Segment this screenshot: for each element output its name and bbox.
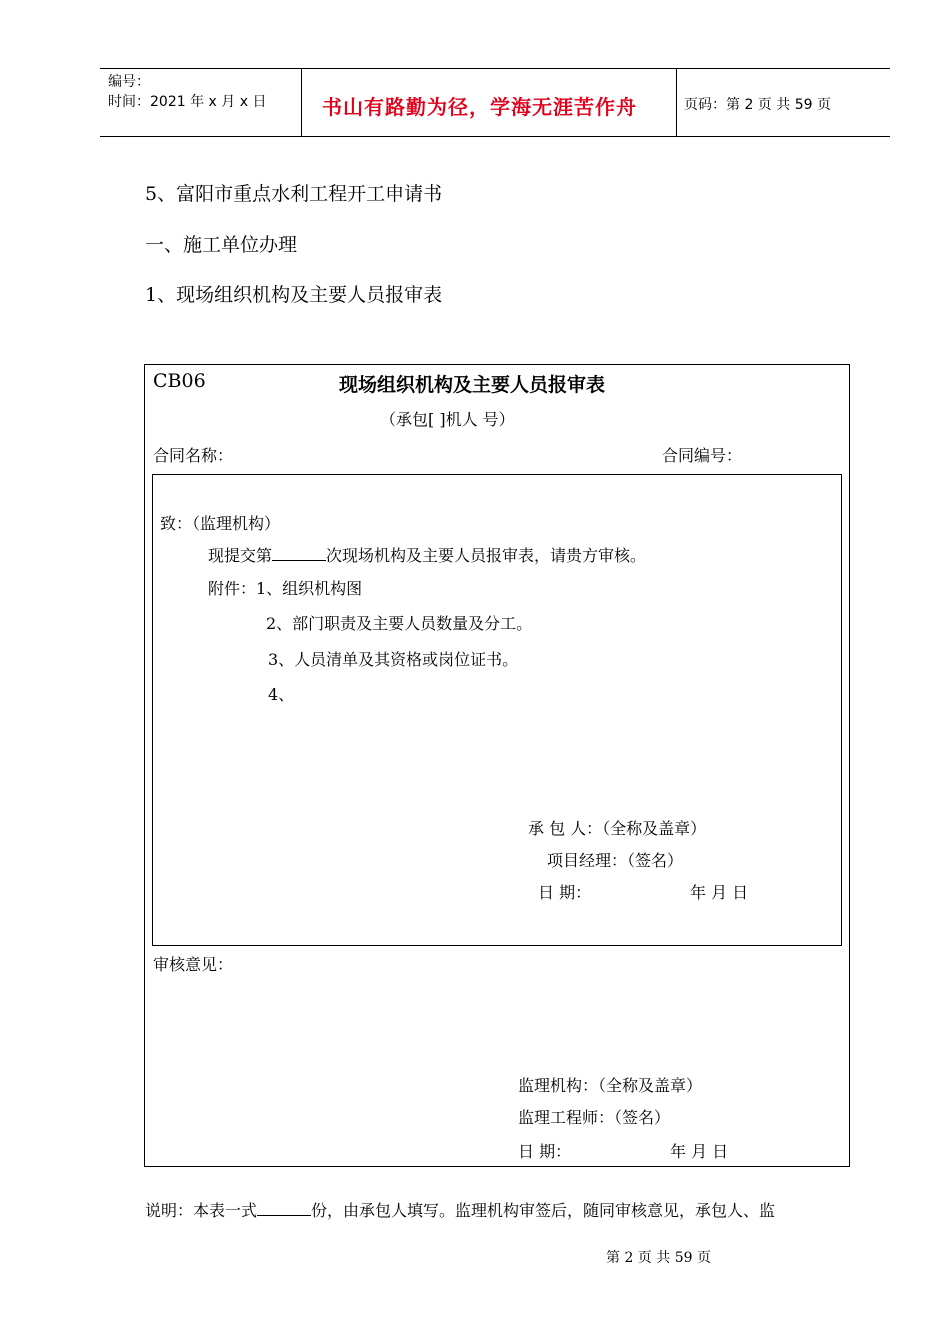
- header-divider-right: [676, 68, 677, 136]
- note-post: 份，由承包人填写。监理机构审签后，随同审核意见，承包人、监: [311, 1201, 776, 1220]
- note-copies-blank[interactable]: [257, 1199, 311, 1216]
- header-divider-left: [301, 68, 302, 136]
- engineer-label: 监理工程师：（签名）: [518, 1108, 671, 1127]
- body-line-2: 一、施工单位办理: [145, 234, 298, 256]
- header-bottom-rule: [100, 136, 890, 137]
- note-line: [145, 1198, 775, 1221]
- date2-ymd: 年 月 日: [670, 1142, 729, 1161]
- header-number-label: 编号：: [108, 74, 150, 90]
- submit-line: [208, 543, 646, 566]
- submit-count-blank[interactable]: [272, 544, 326, 561]
- contract-no-label: 合同编号：: [662, 446, 743, 465]
- attachment-1: 附件：1、组织机构图: [208, 579, 363, 598]
- note-pre: 说明：本表一式: [145, 1201, 258, 1220]
- body-line-3: 1、现场组织机构及主要人员报审表: [145, 284, 443, 306]
- attachment-2: 2、部门职责及主要人员数量及分工。: [266, 614, 533, 633]
- contract-name-label: 合同名称：: [153, 446, 234, 465]
- header-motto: 书山有路勤为径，学海无涯苦作舟: [322, 95, 637, 119]
- date2-label: 日 期：: [518, 1142, 572, 1161]
- header-top-rule: [100, 68, 890, 69]
- header-page-info: 页码：第 2 页 共 59 页: [684, 97, 831, 113]
- form-code: CB06: [153, 370, 206, 392]
- date1-label: 日 期：: [538, 883, 592, 902]
- attachment-4: 4、: [268, 685, 295, 704]
- attachment-3: 3、人员清单及其资格或岗位证书。: [268, 650, 519, 669]
- submit-post: 次现场机构及主要人员报审表，请贵方审核。: [326, 546, 647, 565]
- to-label: 致：（监理机构）: [160, 514, 281, 533]
- form-title: 现场组织机构及主要人员报审表: [339, 374, 606, 396]
- supervisor-label: 监理机构：（全称及盖章）: [518, 1076, 703, 1095]
- form-subtitle: （承包[ ]机人 号）: [380, 410, 515, 429]
- contractor-label: 承 包 人：（全称及盖章）: [528, 819, 707, 838]
- date1-ymd: 年 月 日: [690, 883, 749, 902]
- pm-label: 项目经理：（签名）: [547, 851, 684, 870]
- submit-pre: 现提交第: [208, 546, 273, 565]
- review-label: 审核意见：: [153, 955, 234, 974]
- body-line-1: 5、富阳市重点水利工程开工申请书: [145, 183, 443, 205]
- footer-page: 第 2 页 共 59 页: [606, 1250, 711, 1266]
- header-time-label: 时间：2021 年 x 月 x 日: [108, 94, 267, 110]
